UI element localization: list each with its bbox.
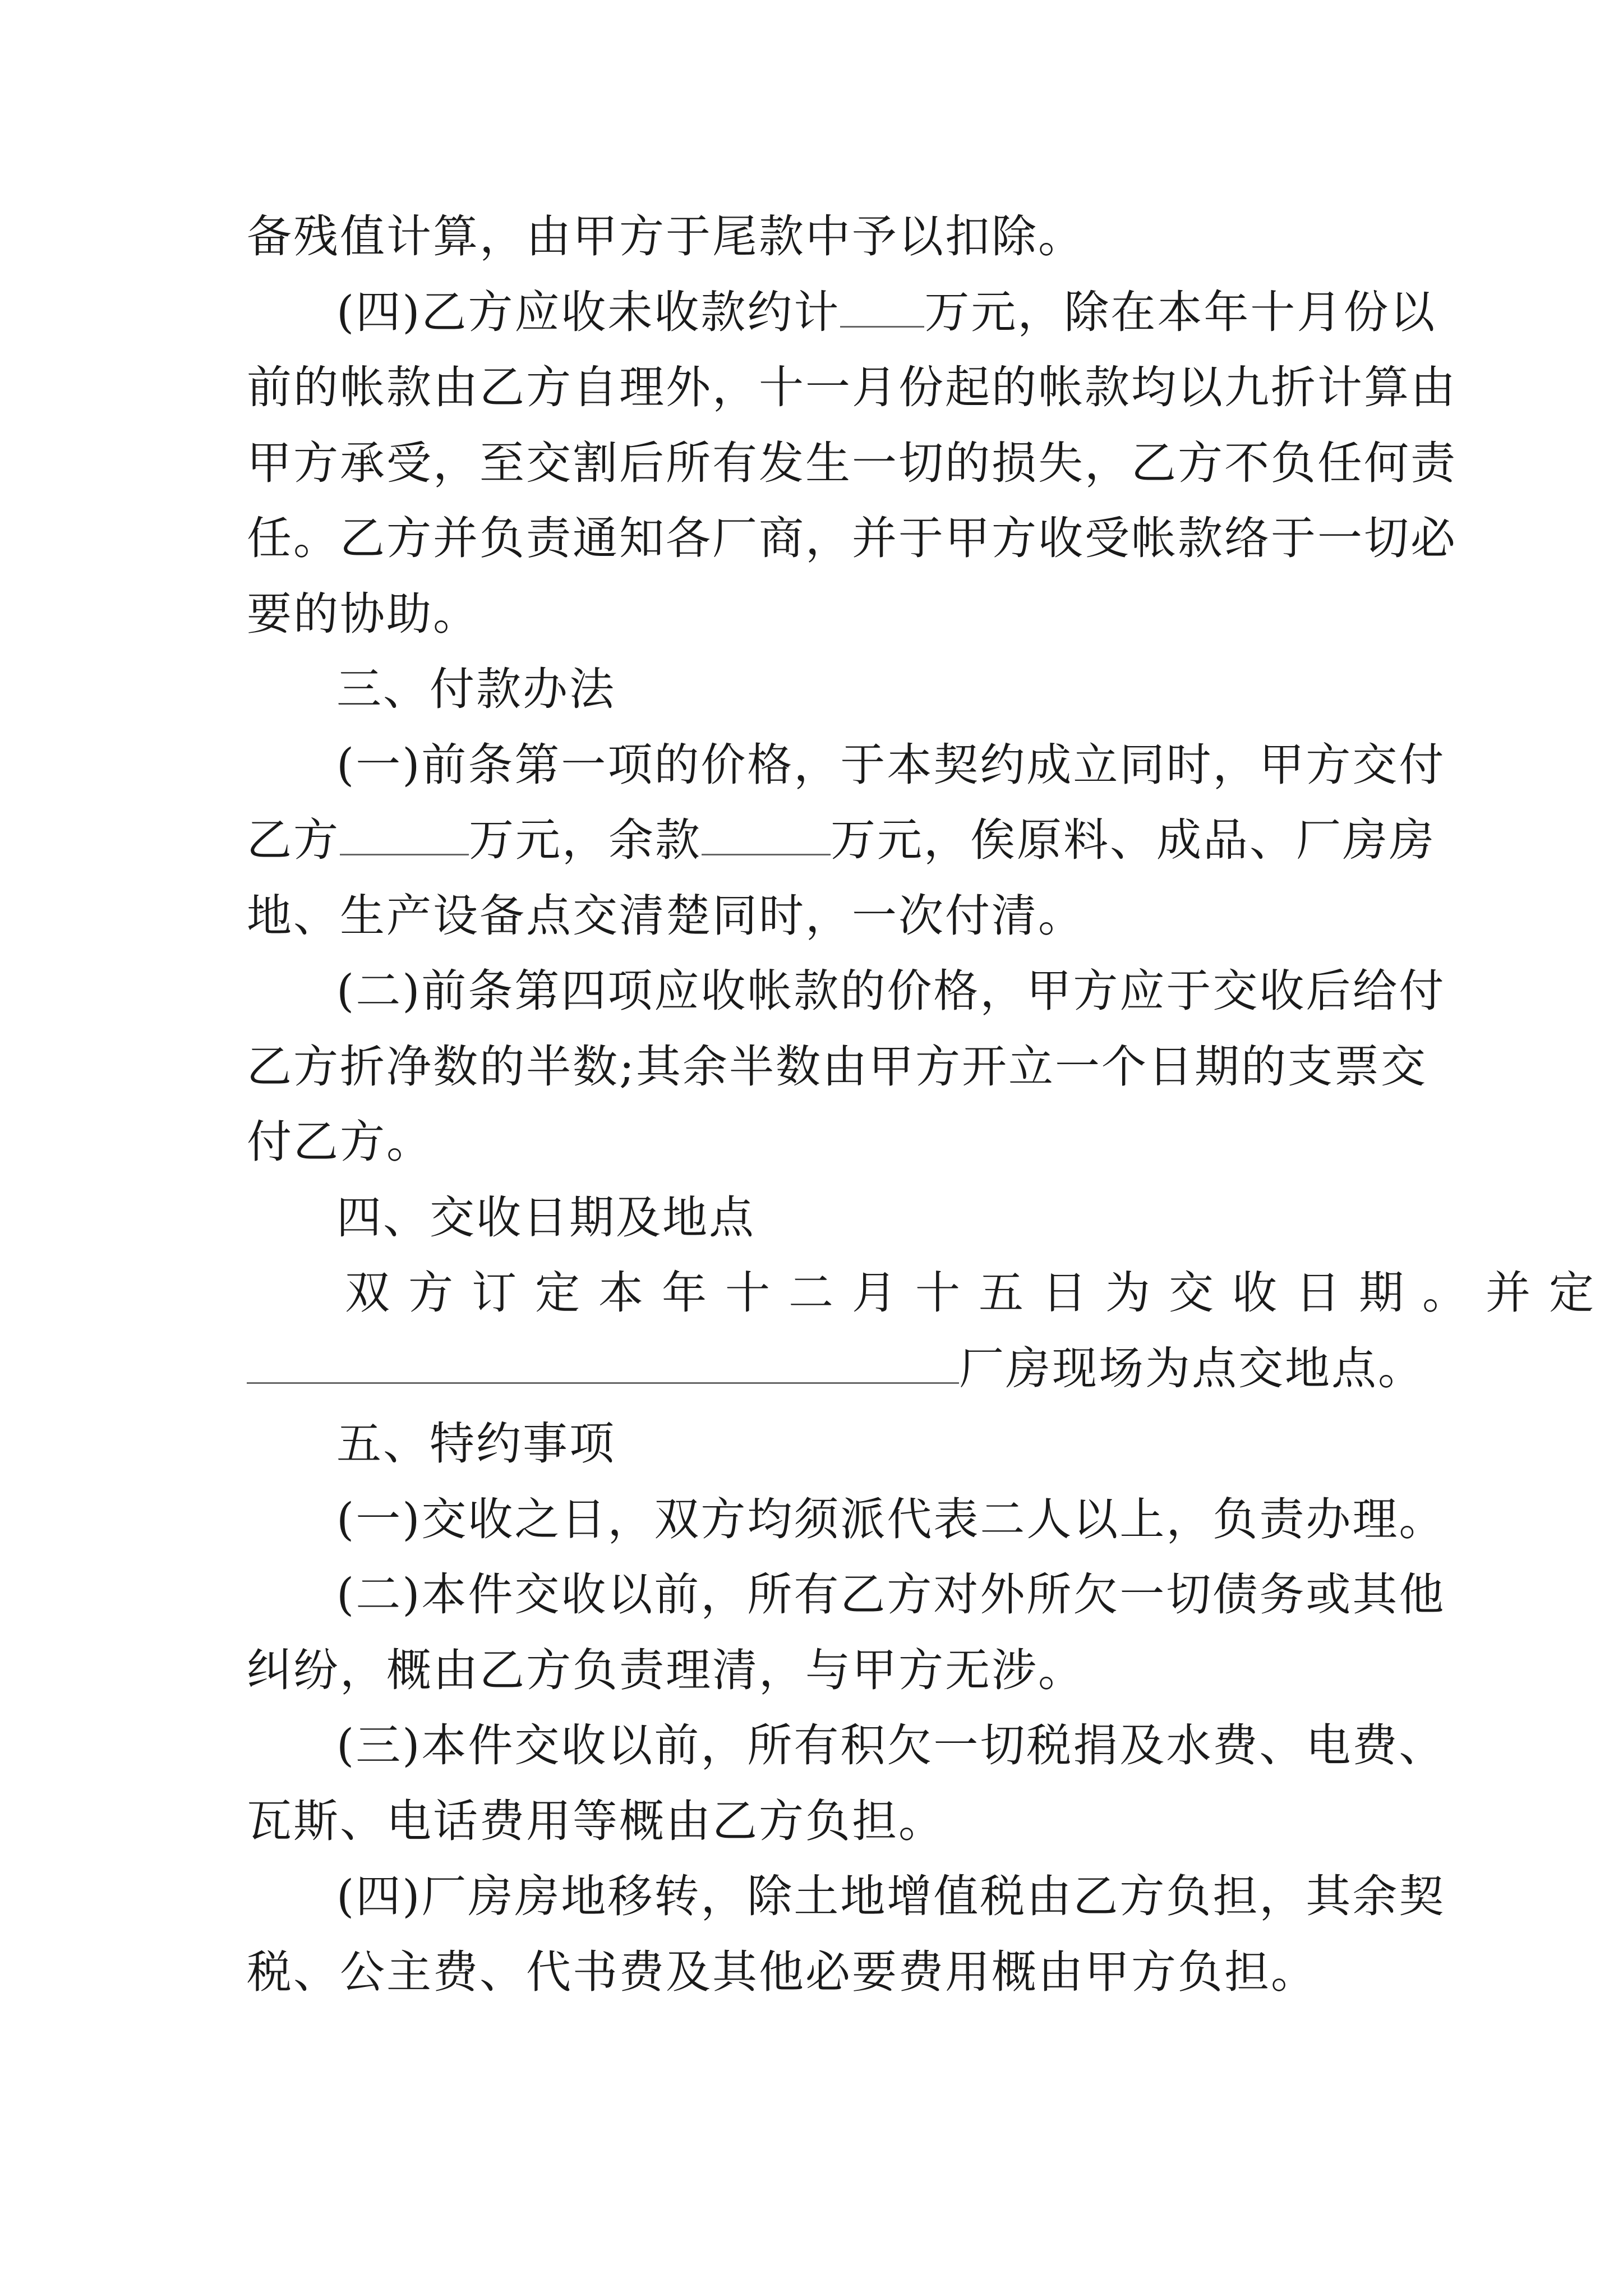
text-line: 前的帐款由乙方自理外，十一月份起的帐款均以九折计算由 xyxy=(247,361,1457,413)
text-line: 纠纷，概由乙方负责理清，与甲方无涉。 xyxy=(247,1644,1085,1696)
text-line: (一)前条第一项的价格，于本契约成立同时，甲方交付 xyxy=(336,738,1446,791)
text-fragment: 万元，俟原料、成品、厂房房 xyxy=(831,814,1436,866)
text-fragment: 乙方 xyxy=(247,814,340,866)
blank-delivery-location xyxy=(247,1343,959,1384)
blank-amount-balance xyxy=(702,815,831,855)
text-line: (二)前条第四项应收帐款的价格，甲方应于交收后给付 xyxy=(336,965,1446,1017)
clause-receivables xyxy=(247,275,1437,351)
text-line: 乙方折净数的半数;其余半数由甲方开立一个日期的支票交 xyxy=(247,1040,1427,1093)
text-line: (四)厂房房地移转，除土地增值税由乙方负担，其余契 xyxy=(336,1870,1446,1922)
section-heading-special-terms: 五、特约事项 xyxy=(336,1418,616,1470)
clause-delivery-place xyxy=(247,1331,1424,1407)
text-line: 税、公主费、代书费及其他必要费用概由甲方负担。 xyxy=(247,1945,1317,1998)
text-line: 双方订定本年十二月十五日为交收日期。并定 xyxy=(345,1267,1612,1319)
text-line: 甲方承受，至交割后所有发生一切的损失，乙方不负任何责 xyxy=(247,436,1457,489)
text-line: 要的协助。 xyxy=(247,587,479,640)
text-line: (二)本件交收以前，所有乙方对外所欠一切债务或其他 xyxy=(336,1568,1446,1621)
text-fragment: 厂房现场为点交地点。 xyxy=(959,1342,1424,1395)
text-fragment: (四)乙方应收未收款约计 xyxy=(336,286,841,338)
text-line: (一)交收之日，双方均须派代表二人以上，负责办理。 xyxy=(336,1493,1446,1545)
text-fragment: 万元，余款 xyxy=(469,814,702,866)
blank-amount-initial xyxy=(340,815,469,855)
text-fragment: 万元，除在本年十月份以 xyxy=(924,286,1437,338)
text-line: 任。乙方并负责通知各厂商，并于甲方收受帐款络于一切必 xyxy=(247,512,1457,564)
text-line: 地、生产设备点交清楚同时，一次付清。 xyxy=(247,889,1085,942)
text-line: 备残值计算，由甲方于尾款中予以扣除。 xyxy=(247,210,1085,263)
clause-payment-amounts xyxy=(247,803,1436,878)
blank-amount-receivable xyxy=(840,287,924,328)
section-heading-delivery: 四、交收日期及地点 xyxy=(336,1191,755,1244)
document-body xyxy=(247,199,1612,2010)
text-line: (三)本件交收以前，所有积欠一切税捐及水费、电费、 xyxy=(336,1719,1446,1772)
text-line: 瓦斯、电话费用等概由乙方负担。 xyxy=(247,1795,945,1847)
section-heading-payment: 三、付款办法 xyxy=(336,663,616,715)
text-line: 付乙方。 xyxy=(247,1116,433,1168)
